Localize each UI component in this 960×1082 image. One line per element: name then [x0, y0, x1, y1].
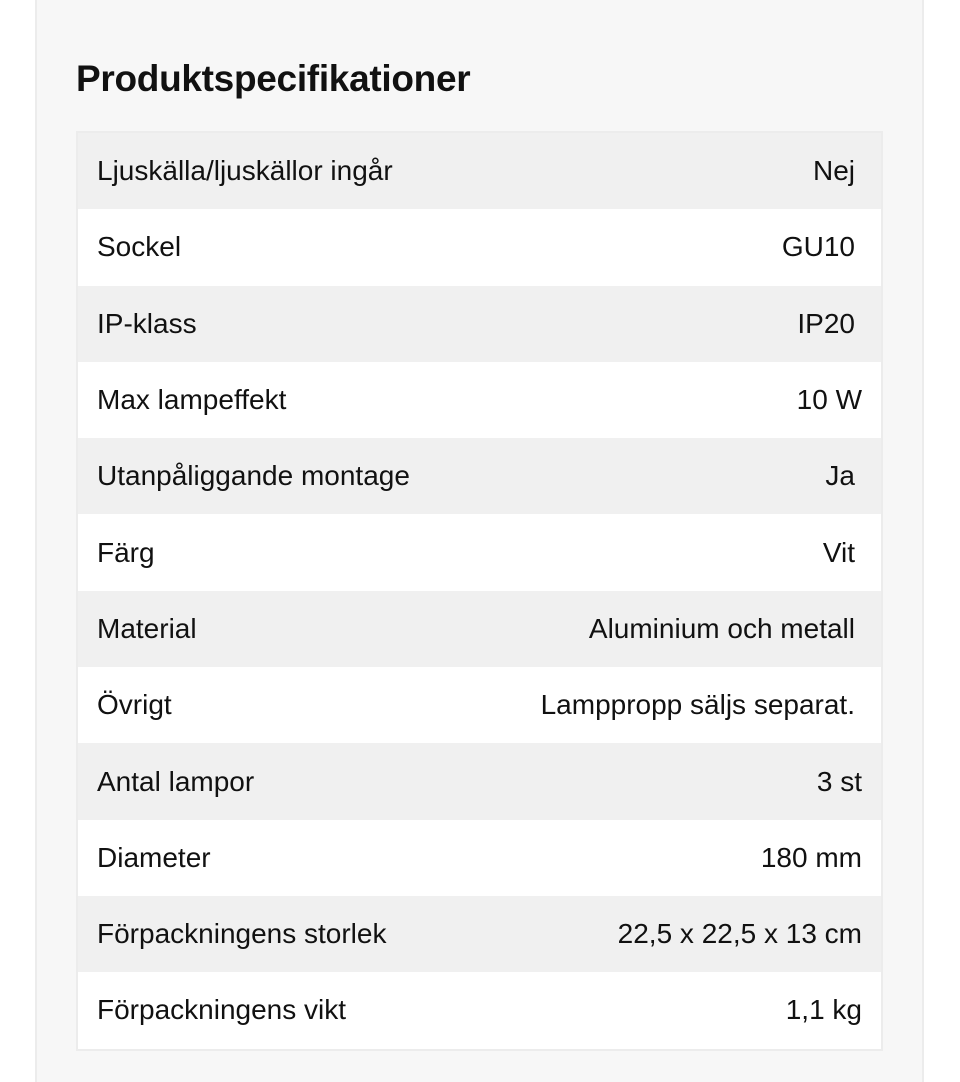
spec-label: Utanpåliggande montage — [97, 460, 410, 492]
spec-row-package-size — [78, 896, 881, 972]
spec-value: 180 mm — [760, 841, 862, 873]
spec-label: Max lampeffekt — [97, 384, 287, 416]
spec-label: Färg — [97, 536, 155, 568]
spec-value: 22,5 x 22,5 x 13 cm — [617, 918, 862, 950]
spec-row-surface-mounting — [78, 438, 881, 514]
spec-row-color — [78, 514, 881, 590]
spec-label: IP-klass — [97, 307, 197, 339]
spec-value: IP20 — [797, 307, 855, 339]
spec-row-max-lamp-power — [78, 362, 881, 438]
spec-row-light-source-included — [78, 133, 881, 209]
spec-label: Material — [97, 612, 197, 644]
spec-row-number-of-lamps — [78, 743, 881, 819]
spec-label: Diameter — [97, 841, 211, 873]
spec-row-other — [78, 667, 881, 743]
spec-row-ip-class — [78, 286, 881, 362]
spec-label: Övrigt — [97, 689, 172, 721]
spec-value: 1,1 kg — [785, 994, 862, 1026]
spec-value: Vit — [822, 536, 855, 568]
spec-value: Nej — [812, 155, 855, 187]
spec-label: Förpackningens storlek — [97, 918, 387, 950]
spec-value: 10 W — [796, 384, 862, 416]
spec-row-socket — [78, 209, 881, 285]
spec-value: 3 st — [816, 765, 862, 797]
spec-label: Sockel — [97, 231, 182, 263]
spec-row-material — [78, 591, 881, 667]
spec-row-package-weight — [78, 972, 881, 1048]
section-title: Produktspecifikationer — [76, 58, 471, 99]
spec-row-diameter — [78, 820, 881, 896]
spec-value: Aluminium och metall — [588, 612, 855, 644]
spec-table — [76, 131, 883, 1051]
spec-label: Antal lampor — [97, 765, 255, 797]
spec-value: GU10 — [781, 231, 855, 263]
spec-value: Lamppropp säljs separat. — [540, 689, 855, 721]
spec-label: Förpackningens vikt — [97, 994, 347, 1026]
spec-label: Ljuskälla/ljuskällor ingår — [97, 155, 393, 187]
spec-value: Ja — [825, 460, 855, 492]
